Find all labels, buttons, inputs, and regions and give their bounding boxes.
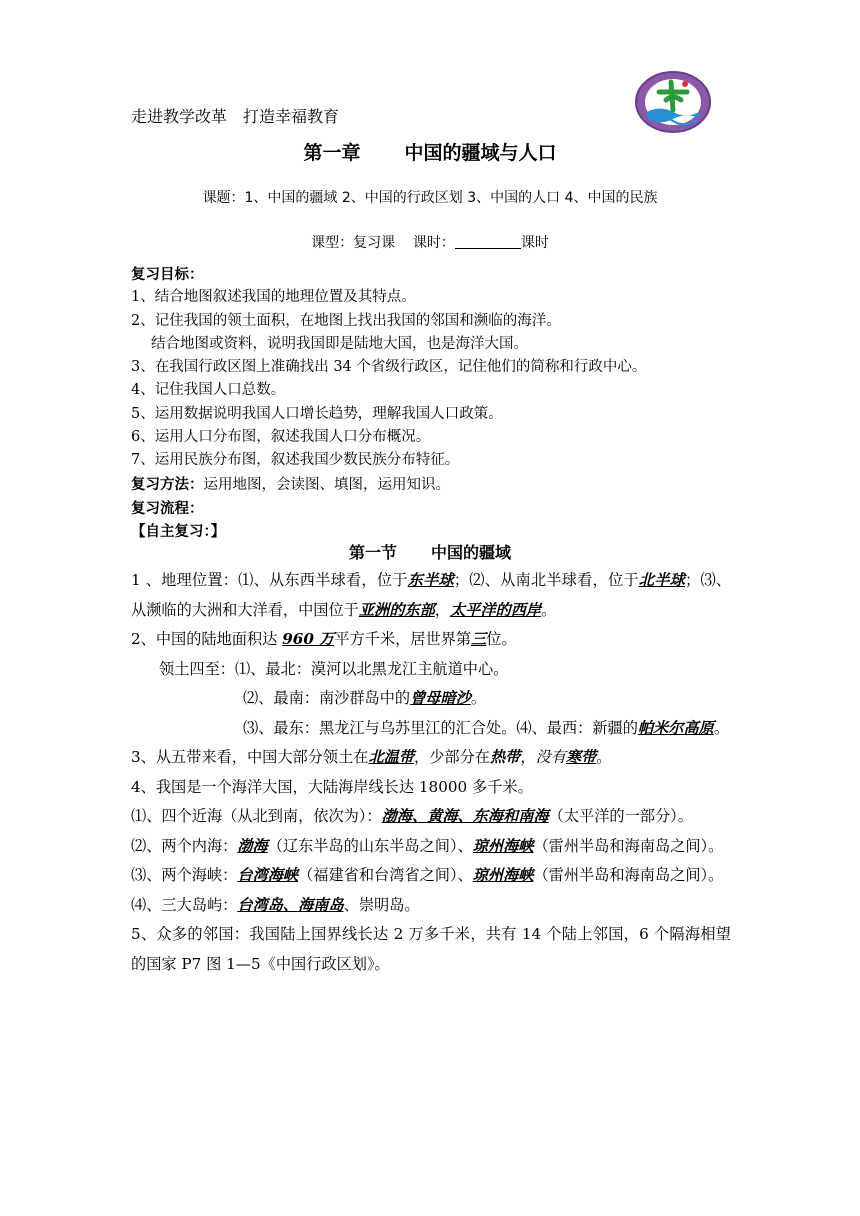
method-text: 运用地图，会读图、填图，运用知识。 — [203, 476, 450, 493]
paragraph-zones — [131, 743, 731, 773]
objective-item: 5、运用数据说明我国人口增长趋势，理解我国人口政策。 — [131, 405, 503, 422]
school-emblem-icon — [633, 70, 713, 134]
text: ， — [520, 748, 536, 766]
lesson-topic: 课题：1、中国的疆域 2、中国的行政区划 3、中国的人口 4、中国的民族 — [202, 190, 658, 206]
answer: 东半球 — [407, 571, 454, 589]
paragraph-inner-seas — [131, 832, 731, 862]
objectives-heading: 复习目标： — [131, 266, 204, 283]
objective-item: 6、运用人口分布图，叙述我国人口分布概况。 — [131, 429, 431, 446]
objective-item: 7、运用民族分布图，叙述我国少数民族分布特征。 — [131, 452, 460, 469]
paragraph-south — [131, 684, 731, 714]
answer: 台湾海峡 — [237, 866, 299, 884]
text: （福建省和台湾省之间）、 — [298, 866, 473, 884]
text: ⑵、最南：南沙群岛中的 — [243, 689, 411, 707]
paragraph-straits — [131, 861, 731, 891]
answer: 渤海、黄海、东海和南海 — [381, 807, 549, 825]
section-content — [131, 566, 731, 979]
text: （雷州半岛和海南岛之间）。 — [533, 866, 724, 884]
section-number: 第一节 — [348, 543, 397, 562]
text: 、崇明岛。 — [343, 895, 420, 914]
answer: 太平洋的西岸 — [449, 600, 542, 619]
paragraph-extremes: 领土四至：⑴、最北：漠河以北黑龙江主航道中心。 — [159, 659, 509, 678]
chapter-name: 中国的疆域与人口 — [404, 142, 557, 164]
text: 平方千米，居世界第 — [334, 630, 472, 648]
paragraph-islands — [131, 891, 731, 921]
text: ⑶、两个海峡： — [131, 866, 238, 884]
text: 3、从五带来看，中国大部分领土在 — [131, 748, 369, 766]
text: ；⑵、从南北半球看，位于 — [453, 571, 639, 589]
lesson-type-line — [0, 232, 860, 252]
text: 位。 — [486, 630, 517, 648]
objective-item: 结合地图或资料，说明我国即是陆地大国，也是海洋大国。 — [151, 335, 528, 352]
self-review-heading: 【自主复习：】 — [131, 523, 226, 541]
period-blank[interactable] — [455, 234, 521, 249]
answer: 北半球 — [638, 571, 686, 589]
objective-item: 2、记住我国的领土面积，在地图上找出我国的邻国和濒临的海洋。 — [131, 312, 561, 329]
section-name: 中国的疆域 — [431, 543, 512, 562]
answer: 亚洲的东部 — [358, 600, 435, 619]
answer: 960 万 — [282, 630, 335, 648]
header-slogan: 走进教学改革 打造幸福教育 — [131, 107, 340, 126]
section-title — [0, 540, 860, 563]
answer: 帕米尔高原 — [637, 718, 714, 737]
text: ⑶、最东：黑龙江与乌苏里江的汇合处。⑷、最西：新疆的 — [243, 718, 638, 737]
paragraph-location — [131, 566, 731, 625]
answer: 三 — [471, 630, 487, 648]
text: 2、中国的陆地面积达 — [131, 630, 283, 648]
text: 。 — [713, 718, 729, 737]
text: （太平洋的一部分）。 — [548, 807, 693, 825]
text: 。 — [470, 689, 486, 707]
answer: 寒带 — [565, 748, 597, 766]
text: ，少部分在 — [414, 748, 490, 766]
review-method — [131, 473, 741, 497]
text: 。 — [596, 748, 612, 766]
objective-item: 1、结合地图叙述我国的地理位置及其特点。 — [131, 289, 416, 306]
answer: 渤海 — [237, 836, 268, 855]
paragraph-seas — [131, 802, 731, 832]
review-objectives — [131, 263, 741, 544]
paragraph-neighbors: 5、众多的邻国：我国陆上国界线长达 2 万多千米，共有 14 个陆上邻国，6 个隔海相望的国家 P7 图 1—5《中国行政区划》。 — [131, 925, 731, 973]
answer: 琼州海峡 — [472, 836, 534, 855]
lesson-type: 课型：复习课 — [311, 235, 396, 251]
answer: 台湾岛、海南岛 — [237, 895, 344, 914]
text: 没有 — [535, 748, 566, 766]
paragraph-east-west — [131, 714, 731, 744]
objective-item: 4、记住我国人口总数。 — [131, 382, 286, 399]
method-label: 复习方法： — [131, 475, 204, 493]
text: ⑷、三大岛屿： — [131, 895, 238, 914]
period-unit: 课时 — [520, 235, 549, 251]
chapter-title — [0, 138, 860, 165]
text: ⑵、两个内海： — [131, 836, 238, 855]
text: （辽东半岛的山东半岛之间）、 — [267, 836, 473, 855]
objective-item: 3、在我国行政区图上准确找出 34 个省级行政区，记住他们的简称和行政中心。 — [131, 359, 647, 376]
paragraph-ocean: 4、我国是一个海洋大国，大陆海岸线长达 18000 多千米。 — [131, 777, 533, 796]
review-process: 复习流程： — [131, 499, 204, 517]
text: ⑴、四个近海（从北到南，依次为）： — [131, 807, 382, 825]
paragraph-area — [131, 625, 731, 655]
text: ；⑶、从濒临的大洲和大洋看，中国位于 — [131, 571, 732, 619]
answer: 热带 — [489, 748, 521, 766]
text: 。 — [541, 600, 557, 619]
answer: 曾母暗沙 — [410, 689, 471, 707]
period-label: 课时： — [412, 235, 455, 251]
chapter-number: 第一章 — [303, 142, 361, 164]
text: （雷州半岛和海南岛之间）。 — [533, 836, 724, 855]
answer: 琼州海峡 — [472, 866, 534, 884]
answer: 北温带 — [368, 748, 415, 766]
text: 1 、地理位置：⑴、从东西半球看，位于 — [131, 571, 408, 589]
text: ， — [434, 600, 450, 619]
